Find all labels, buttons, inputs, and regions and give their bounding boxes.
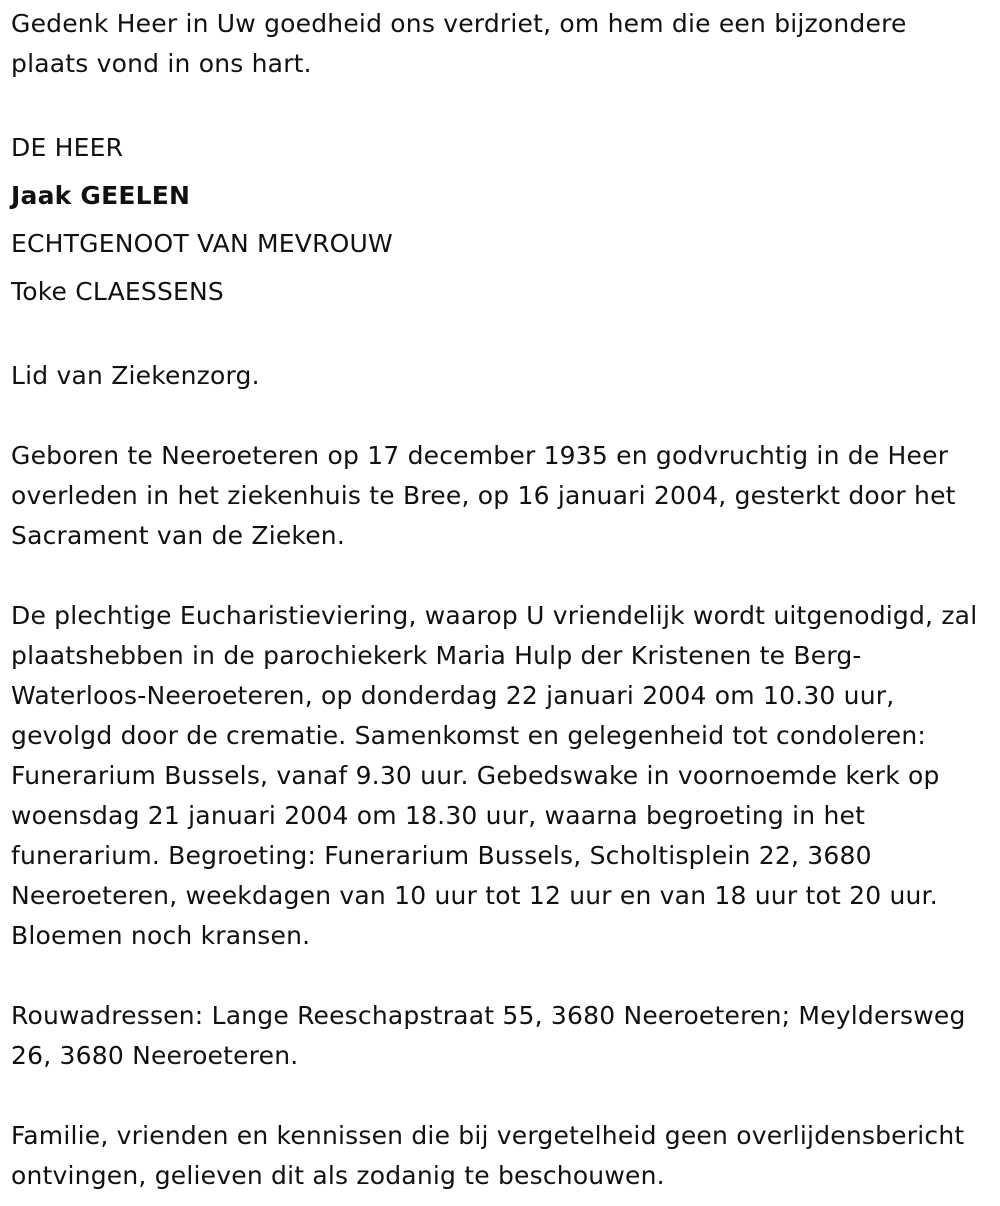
birth-death-paragraph: Geboren te Neeroeteren op 17 december 1935 en godvruchtig in de Heer overleden in het ziekenhuis te Bree, op 16 januari 2004, gesterkt door het Sacrament van de Zieken.	[11, 441, 956, 550]
spouse-name: Toke CLAESSENS	[11, 277, 224, 306]
deceased-name: Jaak GEELEN	[11, 181, 191, 210]
membership-text: Lid van Ziekenzorg.	[11, 361, 260, 390]
closing-paragraph: Familie, vrienden en kennissen die bij vergetelheid geen overlijdensbericht ontvingen, gelieven dit als zodanig te beschouwen.	[11, 1121, 965, 1190]
title-prefix: DE HEER	[11, 133, 124, 162]
intro-text: Gedenk Heer in Uw goedheid ons verdriet, om hem die een bijzondere plaats vond in ons hart.	[11, 9, 907, 78]
addresses-paragraph: Rouwadressen: Lange Reeschapstraat 55, 3680 Neeroeteren; Meyldersweg 26, 3680 Neeroeteren.	[11, 1001, 966, 1070]
obituary-document	[11, 4, 991, 1196]
spouse-prefix: ECHTGENOOT VAN MEVROUW	[11, 229, 393, 258]
ceremony-paragraph: De plechtige Eucharistieviering, waarop U vriendelijk wordt uitgenodigd, zal plaatshebben in de parochiekerk Maria Hulp der Kristenen te Berg-Waterloos-Neeroeteren, op donderdag 22 januari 2004 om 10.30 uur, gevolgd door de crematie. Samenkomst en gelegenheid tot condoleren: Funerarium Bussels, vanaf 9.30 uur. Gebedswake in voornoemde kerk op woensdag 21 januari 2004 om 18.30 uur, waarna begroeting in het funerarium. Begroeting: Funerarium Bussels, Scholtisplein 22, 3680 Neeroeteren, weekdagen van 10 uur tot 12 uur en van 18 uur tot 20 uur. Bloemen noch kransen.	[11, 601, 978, 950]
